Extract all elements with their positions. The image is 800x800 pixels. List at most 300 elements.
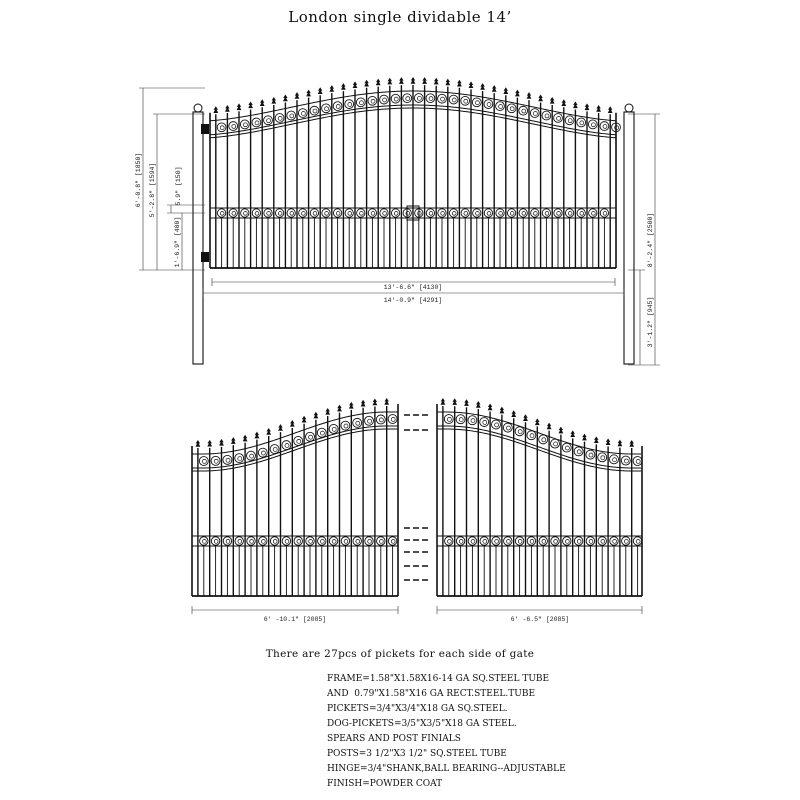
spear-finial [376,79,381,86]
scroll-ornament [379,539,383,543]
scroll-ornament [243,123,247,127]
scroll-ornament [232,124,236,128]
right-post [624,112,634,364]
scroll-ornament [624,539,628,543]
scroll-ornament [235,537,243,545]
scroll-ornament [545,114,549,118]
scroll-ornament [598,537,606,545]
scroll-ornament [264,116,273,125]
scroll-ornament [447,539,451,543]
spear-finial [594,436,599,443]
spear-finial [384,398,389,405]
scroll-ornament [325,107,329,111]
scroll-ornament [417,96,421,100]
scroll-ornament [238,457,242,461]
scroll-ornament [577,118,586,127]
spear-finial [606,438,611,445]
scroll-ornament [202,539,206,543]
scroll-ornament [238,539,242,543]
scroll-ornament [365,416,374,425]
spear-finial [499,407,504,414]
scroll-ornament [449,95,458,104]
scroll-ornament [598,453,607,462]
spear-finial [283,95,288,102]
spear-finial [585,103,590,110]
dim-post-height: 8'-2.4" [2500] [647,212,654,268]
spec-line: AND 0.79"X1.58"X16 GA RECT.STEEL.TUBE [327,689,536,699]
scroll-ornament [580,212,584,216]
scroll-ornament [568,212,572,216]
spear-finial [231,437,236,444]
scroll-ornament [247,537,255,545]
scroll-ornament [294,537,302,545]
scroll-ornament [472,98,481,107]
scroll-ornament [592,212,596,216]
scroll-ornament [240,120,249,129]
scroll-ornament [603,212,607,216]
scroll-ornament [403,94,412,103]
spear-finial [318,87,323,94]
spec-line: PICKETS=3/4"X3/4"X18 GA SQ.STEEL. [327,704,508,714]
spear-finial [325,408,330,415]
scroll-ornament [600,209,608,217]
scroll-ornament [318,537,326,545]
scroll-ornament [336,212,340,216]
scroll-ornament [510,212,514,216]
scroll-ornament [624,459,628,463]
scroll-ornament [519,209,527,217]
scroll-ornament [217,123,226,132]
scroll-ornament [586,450,595,459]
scroll-ornament [391,539,395,543]
scroll-ornament [252,209,260,217]
scroll-ornament [278,212,282,216]
scroll-ornament [264,209,272,217]
spear-finial [399,77,404,84]
spear-finial [361,400,366,407]
scroll-ornament [495,423,499,427]
scroll-ornament [217,209,225,217]
spear-finial [225,105,230,112]
scroll-ornament [589,453,593,457]
spear-finial [629,440,634,447]
spear-finial [596,105,601,112]
spear-finial [195,440,200,447]
scroll-ornament [445,537,453,545]
scroll-ornament [309,539,313,543]
scroll-ornament [220,126,224,130]
scroll-ornament [522,109,526,113]
scroll-ornament [636,459,640,463]
scroll-ornament [633,457,642,466]
scroll-ornament [329,424,338,433]
scroll-ornament [480,537,488,545]
scroll-ornament [441,212,445,216]
spear-finial [329,85,334,92]
scroll-ornament [464,212,468,216]
scroll-ornament [313,212,317,216]
scroll-ornament [636,539,640,543]
scroll-ornament [394,212,398,216]
scroll-ornament [285,443,289,447]
scroll-ornament [310,209,318,217]
scroll-ornament [468,537,476,545]
scroll-ornament [487,103,491,107]
scroll-ornament [545,212,549,216]
scroll-ornament [199,457,208,466]
spear-finial [511,410,516,417]
scroll-ornament [320,431,324,435]
scroll-ornament [223,537,231,545]
scroll-ornament [406,212,410,216]
scroll-ornament [515,427,524,436]
scroll-ornament [438,209,446,217]
scroll-ornament [530,539,534,543]
scroll-ornament [333,209,341,217]
scroll-ornament [214,539,218,543]
scroll-ornament [539,537,547,545]
spear-finial [295,92,300,99]
scroll-ornament [341,421,350,430]
scroll-ornament [530,434,534,438]
scroll-ornament [554,114,563,123]
scroll-ornament [232,212,236,216]
scroll-ornament [365,537,373,545]
scroll-ornament [250,454,254,458]
scroll-ornament [496,209,504,217]
scroll-ornament [527,431,536,440]
scroll-ornament [348,103,352,107]
scroll-ornament [259,537,267,545]
scroll-ornament [542,111,551,120]
spear-finial [260,99,265,106]
scroll-ornament [426,209,434,217]
spear-finial [561,99,566,106]
spear-finial [341,83,346,90]
spear-finial [248,101,253,108]
scroll-ornament [484,100,493,109]
scroll-ornament [306,537,314,545]
scroll-ornament [480,418,489,427]
arched-rail [192,429,398,471]
spear-finial [372,398,377,405]
scroll-ornament [429,212,433,216]
scroll-ornament [226,458,230,462]
scroll-ornament [341,537,349,545]
scroll-ornament [633,537,641,545]
spear-finial [550,97,555,104]
scroll-ornament [348,212,352,216]
dim-post-ground: 3'-1.2" [945] [647,296,654,348]
scroll-ornament [267,119,271,123]
scroll-ornament [621,456,630,465]
scroll-ornament [503,423,512,432]
scroll-ornament [285,539,289,543]
scroll-ornament [456,415,465,424]
spear-finial [469,81,474,88]
scroll-ornament [322,209,330,217]
scroll-ornament [368,419,372,423]
scroll-ornament [368,539,372,543]
scroll-ornament [344,424,348,428]
scroll-ornament [353,537,361,545]
scroll-ornament [380,209,388,217]
scroll-ornament [577,450,581,454]
scroll-ornament [475,101,479,105]
scroll-ornament [461,96,470,105]
spec-line: SPEARS AND POST FINIALS [327,734,461,744]
scroll-ornament [495,539,499,543]
spear-finial [618,440,623,447]
spear-finial [492,85,497,92]
arched-rail [437,429,641,471]
scroll-ornament [241,209,249,217]
dim-left-leaf-width: 6' -10.1" [2085] [263,616,327,623]
scroll-ornament [226,539,230,543]
spear-finial [445,79,450,86]
spear-finial [434,78,439,85]
scroll-ornament [275,114,284,123]
picket-count-note: There are 27pcs of pickets for each side of gate [265,648,535,660]
scroll-ornament [542,209,550,217]
spear-finial [364,80,369,87]
scroll-ornament [530,109,539,118]
scroll-ornament [510,107,514,111]
scroll-ornament [483,420,487,424]
dimension-lines [139,88,660,614]
spear-finial [559,427,564,434]
spec-line: DOG-PICKETS=3/5"X3/5"X18 GA STEEL. [327,719,517,729]
scroll-ornament [518,539,522,543]
spear-finial [515,90,520,97]
spear-finial [570,430,575,437]
scroll-ornament [391,94,400,103]
spear-finial [243,435,248,442]
scroll-ornament [601,456,605,460]
spear-finial [302,416,307,423]
spear-finial [582,434,587,441]
scroll-ornament [383,212,387,216]
scroll-ornament [600,122,609,131]
spear-finial [503,87,508,94]
scroll-ornament [356,98,365,107]
scroll-ornament [258,448,267,457]
scroll-ornament [484,209,492,217]
spear-finial [237,103,242,110]
scroll-ornament [297,539,301,543]
scroll-ornament [438,94,447,103]
scroll-ornament [220,212,224,216]
scroll-ornament [452,212,456,216]
scroll-ornament [357,209,365,217]
scroll-ornament [531,209,539,217]
spear-finial [411,77,416,84]
spear-finial [547,423,552,430]
scroll-ornament [252,118,261,127]
scroll-ornament [580,121,584,125]
scroll-ornament [591,123,595,127]
full-gate-elevation [193,77,634,364]
scroll-ornament [211,537,219,545]
hinge [201,124,209,134]
spear-finial [278,424,283,431]
spear-finial [457,80,462,87]
top-rail [192,412,398,454]
scroll-ornament [294,436,303,445]
scroll-ornament [565,209,573,217]
spear-finial [535,418,540,425]
scroll-ornament [394,97,398,101]
scroll-ornament [487,212,491,216]
scroll-ornament [554,442,558,446]
scroll-ornament [452,98,456,102]
spec-line: POSTS=3 1/2"X3 1/2" SQ.STEEL TUBE [327,749,507,759]
scroll-ornament [298,109,307,118]
scroll-ornament [473,209,481,217]
scroll-ornament [353,418,362,427]
scroll-ornament [211,456,220,465]
spear-finial [255,432,260,439]
scroll-ornament [202,459,206,463]
scroll-ornament [506,539,510,543]
scroll-ornament [229,122,238,131]
scroll-ornament [577,539,581,543]
scroll-ornament [332,539,336,543]
spear-finial [476,401,481,408]
scroll-ornament [313,109,317,113]
spear-finial [573,101,578,108]
scroll-ornament [332,427,336,431]
top-rail [437,412,641,454]
scroll-ornament [255,121,259,125]
scroll-ornament [376,415,385,424]
scroll-ornament [345,100,354,109]
scroll-ornament [320,539,324,543]
scroll-ornament [426,94,435,103]
scroll-ornament [270,445,279,454]
scroll-ornament [610,537,618,545]
scroll-ornament [333,102,342,111]
scroll-ornament [589,539,593,543]
scroll-ornament [235,454,244,463]
scroll-ornament [542,438,546,442]
scroll-ornament [613,539,617,543]
scroll-ornament [306,432,315,441]
post-finial [194,104,202,112]
scroll-ornament [447,417,451,421]
scroll-ornament [574,447,583,456]
scroll-ornament [551,537,559,545]
scroll-ornament [270,537,278,545]
spear-finial [422,77,427,84]
scroll-ornament [310,106,319,115]
scroll-ornament [282,441,291,450]
scroll-ornament [522,212,526,216]
spec-line: HINGE=3/4"SHANK,BALL BEARING--ADJUSTABLE [327,764,566,774]
spear-finial [440,398,445,405]
spec-line: FRAME=1.58"X1.58X16-14 GA SQ.STEEL TUBE [327,674,550,684]
scroll-ornament [360,212,364,216]
spear-finial [207,440,212,447]
spear-finial [480,83,485,90]
scroll-ornament [214,459,218,463]
drawing-title: London single dividable 14’ [288,8,512,26]
left-gate-leaf [192,398,398,596]
scroll-ornament [309,435,313,439]
spear-finial [387,78,392,85]
scroll-ornament [539,435,548,444]
spec-line: FINISH=POWDER COAT [327,779,443,789]
scroll-ornament [601,539,605,543]
scroll-ornament [557,212,561,216]
spear-finial [337,405,342,412]
scroll-ornament [610,455,619,464]
scroll-ornament [499,105,503,109]
scroll-ornament [287,111,296,120]
scroll-ornament [461,209,469,217]
scroll-ornament [302,212,306,216]
scroll-ornament [371,99,375,103]
scroll-ornament [574,537,582,545]
scroll-ornament [356,421,360,425]
scroll-ornament [586,537,594,545]
scroll-ornament [468,416,477,425]
scroll-ornament [391,417,395,421]
scroll-ornament [554,209,562,217]
scroll-ornament [273,447,277,451]
spear-finial [488,404,493,411]
specifications-list [327,672,566,792]
scroll-ornament [515,537,523,545]
spear-finial [527,92,532,99]
spear-finial [523,414,528,421]
scroll-ornament [507,209,515,217]
scroll-ornament [223,455,232,464]
scroll-ornament [565,116,574,125]
scroll-ornament [287,209,295,217]
scroll-ornament [380,95,389,104]
spear-finial [271,97,276,104]
scroll-ornament [261,451,265,455]
scroll-ornament [325,212,329,216]
scroll-ornament [379,418,383,422]
scroll-ornament [464,99,468,103]
scroll-ornament [200,537,208,545]
scroll-ornament [518,430,522,434]
scroll-ornament [297,439,301,443]
scroll-ornament [622,537,630,545]
dim-rail-gap: 5.9" [150] [175,166,182,206]
scroll-ornament [492,420,501,429]
scroll-ornament [414,94,423,103]
scroll-ornament [377,537,385,545]
scroll-ornament [299,209,307,217]
scroll-ornament [449,209,457,217]
spear-finial [452,398,457,405]
scroll-ornament [356,539,360,543]
scroll-ornament [565,539,569,543]
scroll-ornament [317,428,326,437]
dim-bottom-section: 1'-6.9" [480] [174,216,181,268]
scroll-ornament [368,209,376,217]
spear-finial [266,428,271,435]
scroll-ornament [459,418,463,422]
scroll-ornament [275,209,283,217]
dim-gate-width: 13'-6.6" [4130] [383,284,443,291]
scroll-ornament [301,111,305,115]
scroll-ornament [459,539,463,543]
scroll-ornament [329,537,337,545]
